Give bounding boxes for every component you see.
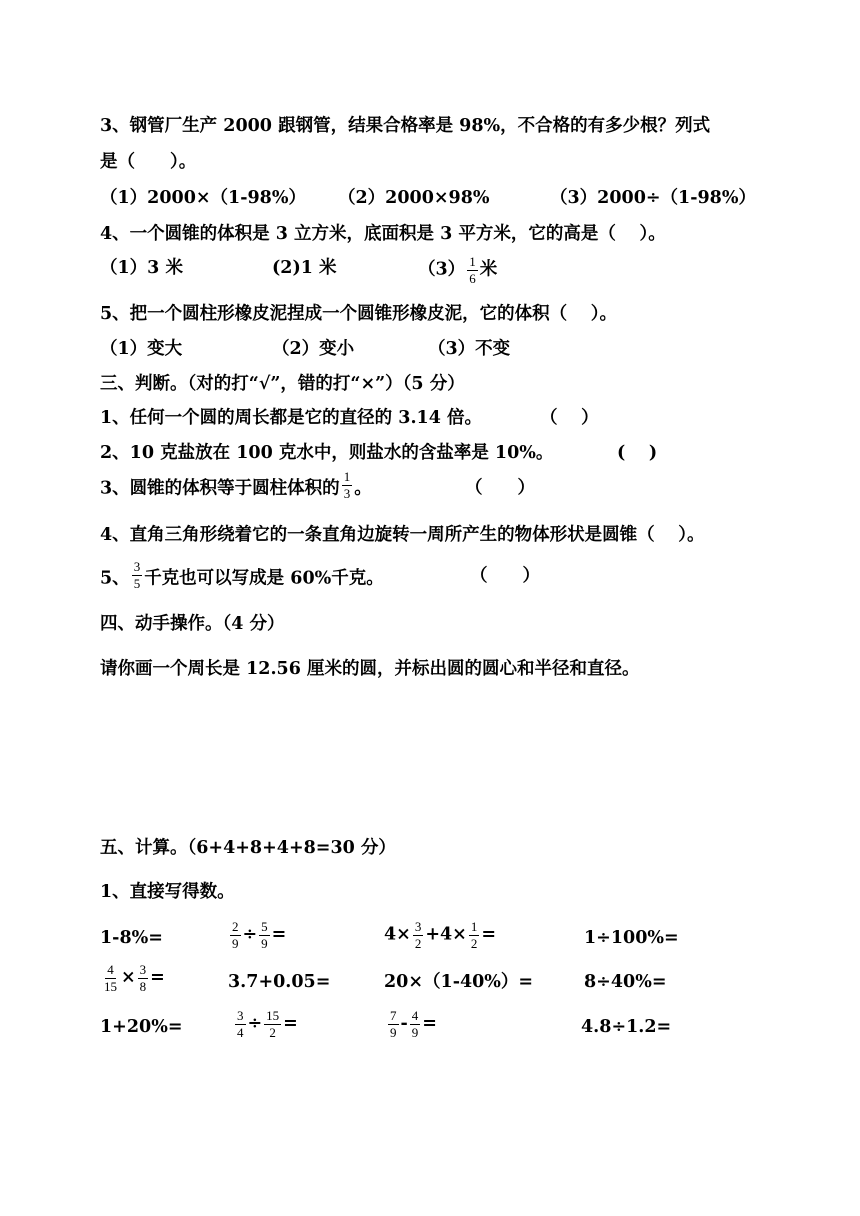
q4-option-2: (2)1 米 xyxy=(272,258,337,278)
q3-option-3: （3）2000÷（1-98%） xyxy=(550,188,756,208)
fraction-denominator: 2 xyxy=(269,1024,276,1040)
fraction-denominator: 9 xyxy=(390,1024,397,1040)
q5-text: 5、把一个圆柱形橡皮泥捏成一个圆锥形橡皮泥，它的体积（ ）。 xyxy=(100,304,618,324)
judge-item-5-fraction xyxy=(132,560,143,590)
calc-r1c2 xyxy=(228,920,286,950)
calc-r2c4: 8÷40%= xyxy=(584,972,667,992)
judge-item-2-text: 2、10 克盐放在 100 克水中，则盐水的含盐率是 10%。 xyxy=(100,443,554,463)
fraction xyxy=(102,963,119,993)
calc-r2c1 xyxy=(100,963,165,993)
judge-item-3-text xyxy=(100,469,372,501)
judge-item-2 xyxy=(100,443,658,463)
calc-r1c4: 1÷100%= xyxy=(584,928,679,948)
fraction-denominator: 4 xyxy=(237,1024,244,1040)
fraction-numerator: 1 xyxy=(470,919,478,934)
judge-item-3-answer-blank[interactable]: （ ） xyxy=(465,478,535,498)
fraction-numerator: 3 xyxy=(414,919,422,934)
expression-part: 4× xyxy=(384,924,411,945)
q5-option-1: （1）变大 xyxy=(100,339,183,359)
fraction-denominator: 2 xyxy=(470,935,478,951)
q4-option-3-fraction xyxy=(467,255,478,285)
fraction-denominator: 9 xyxy=(232,935,239,951)
fraction-denominator: 15 xyxy=(104,978,117,994)
q4-option-1: （1）3 米 xyxy=(100,258,183,278)
fraction-denominator: 3 xyxy=(343,485,351,501)
judge-item-5-prefix: 5、 xyxy=(100,568,130,589)
fraction xyxy=(264,1009,281,1039)
fraction xyxy=(230,920,241,950)
judge-item-5-suffix: 千克也可以写成是 60%千克。 xyxy=(144,568,384,589)
fraction-numerator: 3 xyxy=(133,559,141,574)
operator: - xyxy=(400,1013,408,1034)
fraction xyxy=(235,1009,246,1039)
judge-item-4: 4、直角三角形绕着它的一条直角边旋转一周所产生的物体形状是圆锥（ ）。 xyxy=(100,525,705,545)
fraction xyxy=(410,1009,421,1039)
operator: × xyxy=(121,967,136,988)
section-5-subtitle: 1、直接写得数。 xyxy=(100,882,235,902)
q4-option-3 xyxy=(418,255,497,285)
judge-item-3-fraction xyxy=(342,470,353,500)
judge-item-5-answer-blank[interactable]: （ ） xyxy=(470,566,540,586)
judge-item-3-suffix: 。 xyxy=(354,478,372,499)
fraction-denominator: 9 xyxy=(261,935,268,951)
equals-sign: = xyxy=(422,1013,437,1034)
calc-r3c3 xyxy=(386,1009,437,1039)
q5-option-3: （3）不变 xyxy=(428,339,511,359)
fraction-denominator: 2 xyxy=(414,935,422,951)
q3-option-2: （2）2000×98% xyxy=(338,188,490,208)
fraction xyxy=(138,963,149,993)
calc-r1c3 xyxy=(384,920,496,950)
calc-r3c2 xyxy=(233,1009,298,1039)
fraction-numerator: 3 xyxy=(139,962,147,977)
calc-r2c3: 20×（1-40%）= xyxy=(384,972,534,992)
fraction-numerator: 5 xyxy=(261,919,268,934)
fraction xyxy=(259,920,270,950)
calc-r3c1: 1+20%= xyxy=(100,1017,183,1037)
fraction-numerator: 1 xyxy=(343,469,351,484)
judge-item-2-answer-blank[interactable]: ( ) xyxy=(617,443,658,463)
fraction-denominator: 8 xyxy=(139,978,147,994)
operator: ÷ xyxy=(247,1013,263,1034)
fraction-denominator: 5 xyxy=(133,575,141,591)
fraction-numerator: 7 xyxy=(390,1008,397,1023)
expression-part: +4× xyxy=(425,924,467,945)
calc-r3c4: 4.8÷1.2= xyxy=(581,1017,672,1037)
fraction-numerator: 4 xyxy=(107,962,114,977)
fraction-numerator: 2 xyxy=(232,919,239,934)
judge-item-1-answer-blank[interactable]: （ ） xyxy=(540,408,599,428)
section-4-task: 请你画一个周长是 12.56 厘米的圆，并标出圆的圆心和半径和直径。 xyxy=(100,659,640,679)
equals-sign: = xyxy=(283,1013,298,1034)
q3-text-line2: 是（ ）。 xyxy=(100,152,197,172)
q4-option-3-prefix: （3） xyxy=(418,259,466,280)
fraction xyxy=(469,920,480,950)
section-4-title: 四、动手操作。（4 分） xyxy=(100,614,285,634)
calc-r2c2: 3.7+0.05= xyxy=(228,972,331,992)
operator: ÷ xyxy=(242,924,258,945)
fraction-numerator: 1 xyxy=(469,254,476,269)
judge-item-3-prefix: 3、圆锥的体积等于圆柱体积的 xyxy=(100,478,340,499)
fraction-numerator: 4 xyxy=(411,1008,419,1023)
fraction-numerator: 3 xyxy=(237,1008,244,1023)
q3-option-1: （1）2000×（1-98%） xyxy=(100,188,306,208)
q4-option-3-suffix: 米 xyxy=(479,259,498,280)
fraction xyxy=(413,920,424,950)
fraction-numerator: 15 xyxy=(266,1008,280,1023)
judge-item-1-text: 1、任何一个圆的周长都是它的直径的 3.14 倍。 xyxy=(100,408,482,428)
section-5-title: 五、计算。（6+4+8+4+8=30 分） xyxy=(100,838,396,858)
q5-option-2: （2）变小 xyxy=(272,339,355,359)
calc-r1c1: 1-8%= xyxy=(100,928,163,948)
judge-item-1 xyxy=(100,408,599,428)
judge-item-5-text xyxy=(100,559,384,591)
q4-text: 4、一个圆锥的体积是 3 立方米，底面积是 3 平方米，它的高是（ ）。 xyxy=(100,224,666,244)
fraction-denominator: 9 xyxy=(411,1024,419,1040)
equals-sign: = xyxy=(481,924,497,945)
section-3-title: 三、判断。（对的打“√”，错的打“×”）（5 分） xyxy=(100,374,465,394)
fraction-denominator: 6 xyxy=(469,270,476,286)
equals-sign: = xyxy=(271,924,287,945)
q3-text-line1: 3、钢管厂生产 2000 跟钢管，结果合格率是 98%，不合格的有多少根？列式 xyxy=(100,116,711,136)
equals-sign: = xyxy=(150,967,165,988)
fraction xyxy=(388,1009,399,1039)
